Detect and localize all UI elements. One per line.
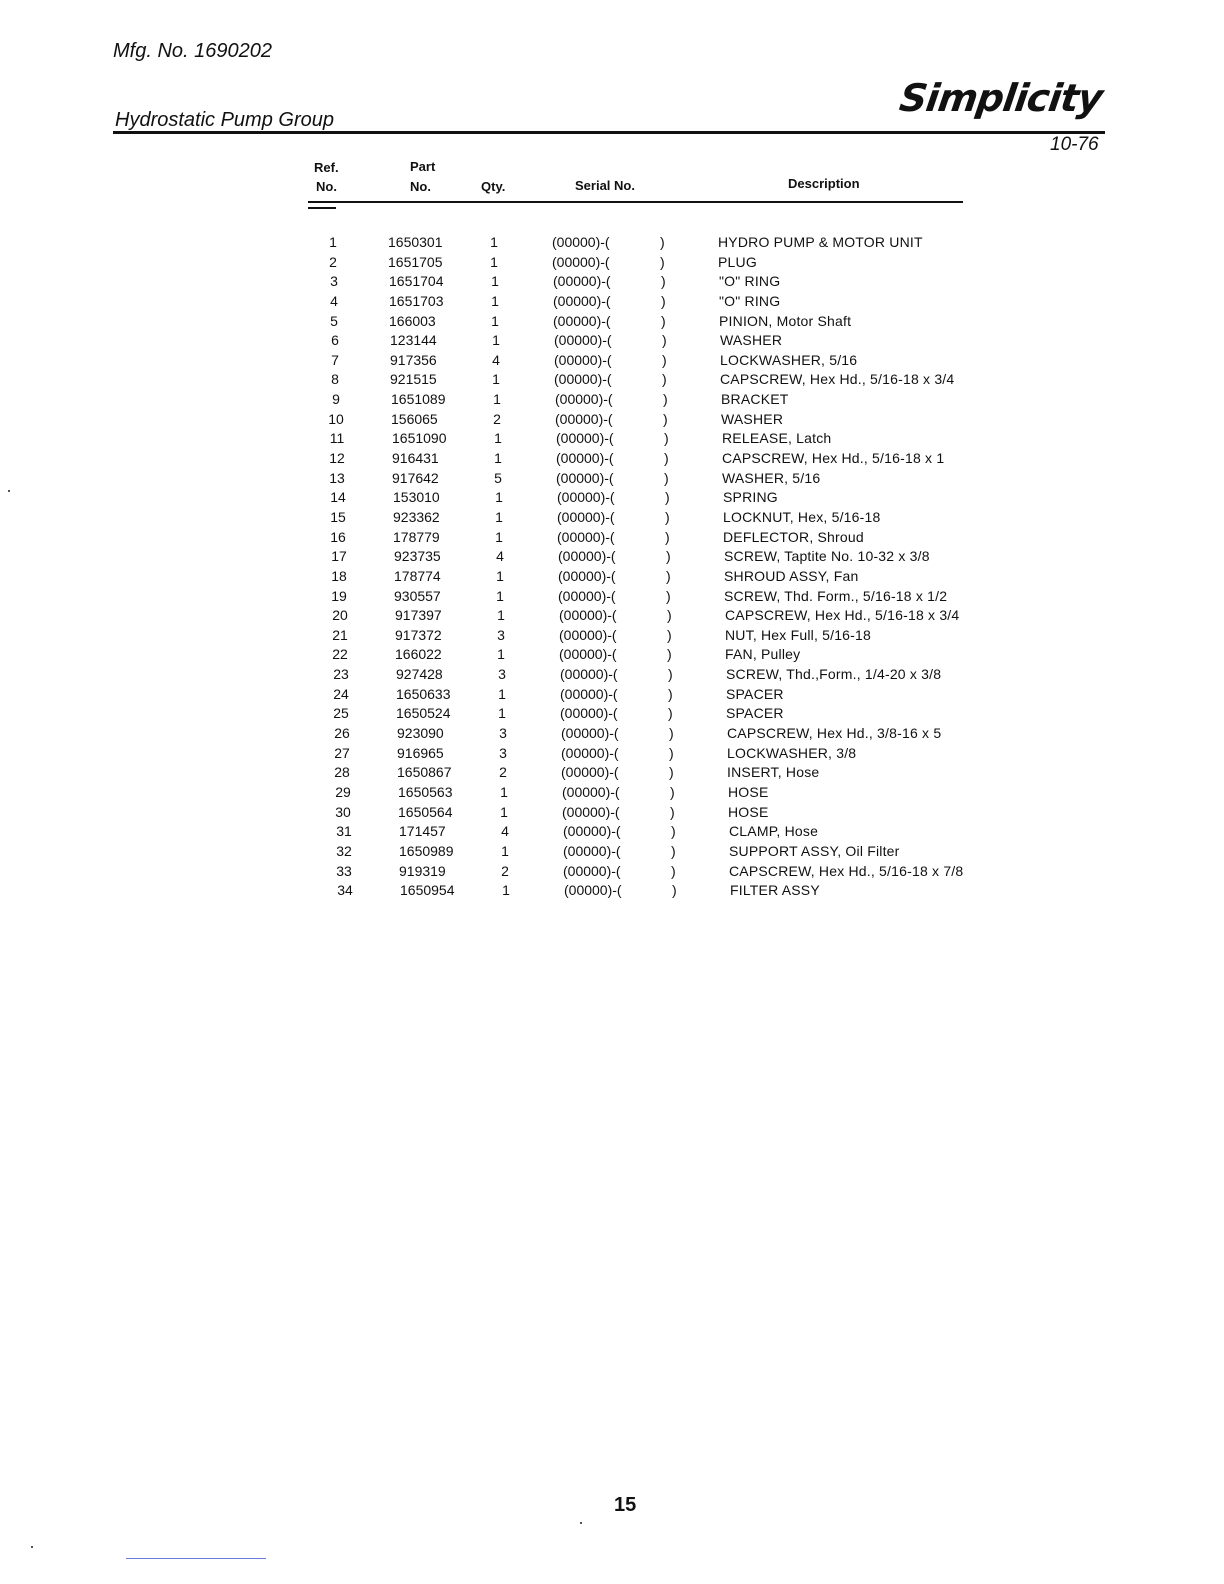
qty-cell: 4: [501, 823, 509, 840]
qty-cell: 1: [491, 273, 499, 290]
table-row: [9, 744, 1224, 764]
serial-close-cell: ): [666, 548, 671, 565]
table-row: [9, 763, 1224, 783]
part-number-cell: 1651090: [392, 430, 447, 447]
description-cell: SCREW, Thd. Form., 5/16-18 x 1/2: [724, 587, 948, 604]
ref-cell: 14: [330, 489, 346, 506]
ref-cell: 16: [330, 528, 346, 545]
ref-cell: 27: [334, 744, 350, 761]
ref-cell: 5: [330, 312, 338, 329]
serial-cell: (00000)-(: [558, 548, 616, 565]
ref-cell: 28: [334, 764, 350, 781]
ref-column-rule: [308, 207, 336, 209]
ref-cell: 2: [329, 253, 337, 270]
ref-cell: 17: [331, 548, 347, 565]
ref-cell: 6: [331, 332, 339, 349]
table-row: [11, 822, 1224, 842]
qty-cell: 2: [499, 764, 507, 781]
serial-close-cell: ): [660, 234, 665, 250]
serial-cell: (00000)-(: [552, 253, 610, 270]
col-header-part-line1: Part: [410, 159, 436, 174]
description-cell: PLUG: [718, 253, 757, 270]
table-row: [8, 665, 1224, 685]
serial-close-cell: ): [663, 391, 668, 408]
description-cell: SHROUD ASSY, Fan: [724, 567, 859, 584]
ref-cell: 18: [331, 567, 347, 584]
serial-close-cell: ): [662, 351, 667, 368]
qty-cell: 3: [499, 744, 507, 761]
table-row: [4, 469, 1224, 489]
table-row: [9, 724, 1224, 744]
manufacturer-number: Mfg. No. 1690202: [113, 40, 272, 62]
part-number-cell: 923362: [393, 508, 440, 525]
description-cell: SPACER: [726, 705, 784, 722]
description-cell: LOCKNUT, Hex, 5/16-18: [723, 508, 881, 525]
scan-speck: [31, 1546, 33, 1548]
ref-cell: 21: [332, 626, 348, 643]
serial-close-cell: ): [668, 685, 673, 702]
part-number-cell: 178774: [394, 567, 441, 584]
qty-cell: 3: [498, 666, 506, 683]
ref-cell: 29: [335, 783, 351, 800]
description-cell: HOSE: [728, 803, 769, 820]
description-cell: WASHER: [720, 332, 783, 349]
qty-cell: 1: [495, 489, 503, 506]
qty-cell: 1: [493, 391, 501, 408]
description-cell: HOSE: [728, 783, 769, 800]
ref-cell: 4: [330, 292, 338, 309]
serial-close-cell: ): [666, 587, 671, 604]
page-number: 15: [614, 1494, 637, 1516]
table-row: [1, 292, 1224, 312]
ref-cell: 25: [333, 705, 349, 722]
serial-close-cell: ): [671, 862, 676, 879]
part-number-cell: 923090: [397, 725, 444, 742]
serial-close-cell: ): [667, 646, 672, 663]
serial-cell: (00000)-(: [553, 312, 611, 329]
part-number-cell: 1650867: [397, 764, 452, 781]
serial-close-cell: ): [663, 410, 668, 427]
part-number-cell: 1651704: [389, 273, 444, 290]
part-number-cell: 1651705: [388, 253, 443, 270]
serial-cell: (00000)-(: [557, 508, 615, 525]
serial-cell: (00000)-(: [558, 567, 616, 584]
qty-cell: 1: [495, 508, 503, 525]
description-cell: WASHER, 5/16: [722, 469, 821, 486]
qty-cell: 1: [492, 332, 500, 349]
description-cell: CAPSCREW, Hex Hd., 5/16-18 x 7/8: [729, 862, 964, 879]
serial-close-cell: ): [661, 292, 666, 309]
part-number-cell: 1651703: [389, 292, 444, 309]
ref-cell: 30: [335, 803, 351, 820]
serial-cell: (00000)-(: [561, 764, 619, 781]
part-number-cell: 919319: [399, 862, 446, 879]
qty-cell: 1: [501, 842, 509, 859]
part-number-cell: 1650524: [396, 705, 451, 722]
serial-close-cell: ): [664, 450, 669, 467]
qty-cell: 4: [492, 351, 500, 368]
group-title: Hydrostatic Pump Group: [115, 109, 334, 131]
serial-cell: (00000)-(: [559, 626, 617, 643]
table-row: [6, 567, 1224, 587]
table-row: [0, 233, 1224, 253]
serial-cell: (00000)-(: [554, 332, 612, 349]
serial-cell: (00000)-(: [556, 469, 614, 486]
part-number-cell: 171457: [399, 823, 446, 840]
description-cell: SPRING: [723, 489, 778, 506]
qty-cell: 4: [496, 548, 504, 565]
table-row: [7, 606, 1224, 626]
part-number-cell: 917372: [395, 626, 442, 643]
serial-close-cell: ): [661, 312, 666, 329]
description-cell: INSERT, Hose: [727, 764, 820, 781]
serial-cell: (00000)-(: [553, 292, 611, 309]
serial-cell: (00000)-(: [553, 273, 611, 290]
table-row: [6, 547, 1224, 567]
qty-cell: 1: [494, 450, 502, 467]
serial-cell: (00000)-(: [560, 685, 618, 702]
description-cell: LOCKWASHER, 3/8: [727, 744, 857, 761]
qty-cell: 1: [490, 253, 498, 270]
description-cell: CAPSCREW, Hex Hd., 5/16-18 x 1: [722, 450, 945, 467]
part-number-cell: 917642: [392, 469, 439, 486]
table-row: [3, 410, 1224, 430]
footer-link-line: [126, 1558, 266, 1559]
serial-close-cell: ): [670, 803, 675, 820]
serial-cell: (00000)-(: [563, 862, 621, 879]
ref-cell: 24: [333, 685, 349, 702]
table-row: [1, 312, 1224, 332]
table-row: [7, 626, 1224, 646]
serial-close-cell: ): [668, 705, 673, 722]
qty-cell: 1: [490, 234, 498, 250]
serial-close-cell: ): [667, 626, 672, 643]
part-number-cell: 1650954: [400, 882, 455, 899]
serial-cell: (00000)-(: [560, 666, 618, 683]
serial-cell: (00000)-(: [562, 783, 620, 800]
description-cell: RELEASE, Latch: [722, 430, 832, 447]
ref-cell: 15: [330, 508, 346, 525]
part-number-cell: 1650989: [399, 842, 454, 859]
part-number-cell: 1651089: [391, 391, 446, 408]
description-cell: BRACKET: [721, 391, 789, 408]
description-cell: CAPSCREW, Hex Hd., 5/16-18 x 3/4: [725, 607, 960, 624]
header-rule: [113, 131, 1105, 134]
col-header-part-line2: No.: [410, 179, 431, 194]
table-row: [6, 587, 1224, 607]
col-header-serial: Serial No.: [575, 178, 635, 193]
table-row: [5, 508, 1224, 528]
part-number-cell: 927428: [396, 666, 443, 683]
part-number-cell: 921515: [390, 371, 437, 388]
ref-cell: 8: [331, 371, 339, 388]
description-cell: "O" RING: [719, 273, 781, 290]
scan-speck: [580, 1522, 582, 1524]
description-cell: SUPPORT ASSY, Oil Filter: [729, 842, 900, 859]
ref-cell: 7: [331, 351, 339, 368]
serial-close-cell: ): [671, 823, 676, 840]
serial-cell: (00000)-(: [558, 587, 616, 604]
table-row: [4, 449, 1224, 469]
serial-cell: (00000)-(: [563, 842, 621, 859]
table-row: [5, 528, 1224, 548]
ref-cell: 20: [332, 607, 348, 624]
table-row: [2, 351, 1224, 371]
description-cell: WASHER: [721, 410, 784, 427]
table-row: [1, 272, 1224, 292]
serial-close-cell: ): [665, 528, 670, 545]
description-cell: "O" RING: [719, 292, 781, 309]
part-number-cell: 123144: [390, 332, 437, 349]
ref-cell: 13: [329, 469, 345, 486]
ref-cell: 26: [334, 725, 350, 742]
description-cell: SPACER: [726, 685, 784, 702]
part-number-cell: 1650564: [398, 803, 453, 820]
description-cell: HYDRO PUMP & MOTOR UNIT: [718, 234, 923, 250]
serial-close-cell: ): [665, 489, 670, 506]
serial-cell: (00000)-(: [554, 351, 612, 368]
serial-cell: (00000)-(: [559, 646, 617, 663]
serial-cell: (00000)-(: [564, 882, 622, 899]
brand-logo: Simplicity: [896, 76, 1105, 120]
description-cell: SCREW, Thd.,Form., 1/4-20 x 3/8: [726, 666, 942, 683]
table-row: [7, 645, 1224, 665]
ref-cell: 1: [329, 234, 337, 250]
qty-cell: 1: [491, 312, 499, 329]
ref-cell: 10: [328, 410, 344, 427]
part-number-cell: 916431: [392, 450, 439, 467]
serial-cell: (00000)-(: [556, 450, 614, 467]
serial-cell: (00000)-(: [555, 410, 613, 427]
table-row: [12, 881, 1224, 901]
qty-cell: 3: [499, 725, 507, 742]
description-cell: PINION, Motor Shaft: [719, 312, 852, 329]
serial-cell: (00000)-(: [562, 803, 620, 820]
part-number-cell: 917356: [390, 351, 437, 368]
table-row: [11, 842, 1224, 862]
col-header-description: Description: [788, 176, 860, 191]
qty-cell: 2: [493, 410, 501, 427]
ref-cell: 33: [336, 862, 352, 879]
col-header-qty: Qty.: [481, 179, 506, 194]
table-row: [11, 862, 1224, 882]
table-row: [10, 803, 1224, 823]
col-header-ref-line2: No.: [316, 179, 337, 194]
ref-cell: 23: [333, 666, 349, 683]
table-row: [2, 370, 1224, 390]
description-cell: CAPSCREW, Hex Hd., 5/16-18 x 3/4: [720, 371, 955, 388]
description-cell: FAN, Pulley: [725, 646, 801, 663]
qty-cell: 2: [501, 862, 509, 879]
part-number-cell: 923735: [394, 548, 441, 565]
table-row: [0, 253, 1224, 273]
serial-cell: (00000)-(: [561, 725, 619, 742]
qty-cell: 3: [497, 626, 505, 643]
qty-cell: 5: [494, 469, 502, 486]
part-number-cell: 1650563: [398, 783, 453, 800]
serial-close-cell: ): [671, 842, 676, 859]
serial-close-cell: ): [662, 371, 667, 388]
serial-close-cell: ): [665, 508, 670, 525]
table-row: [8, 685, 1224, 705]
serial-close-cell: ): [669, 725, 674, 742]
serial-cell: (00000)-(: [552, 234, 610, 250]
part-number-cell: 166003: [389, 312, 436, 329]
table-row: [8, 704, 1224, 724]
qty-cell: 1: [500, 783, 508, 800]
serial-cell: (00000)-(: [559, 607, 617, 624]
ref-cell: 34: [337, 882, 353, 899]
qty-cell: 1: [492, 371, 500, 388]
qty-cell: 1: [502, 882, 510, 899]
ref-cell: 19: [331, 587, 347, 604]
description-cell: NUT, Hex Full, 5/16-18: [725, 626, 872, 643]
scan-speck: [8, 490, 10, 492]
serial-cell: (00000)-(: [563, 823, 621, 840]
qty-cell: 1: [491, 292, 499, 309]
qty-cell: 1: [497, 646, 505, 663]
part-number-cell: 156065: [391, 410, 438, 427]
qty-cell: 1: [496, 567, 504, 584]
description-cell: FILTER ASSY: [730, 882, 820, 899]
serial-cell: (00000)-(: [560, 705, 618, 722]
part-number-cell: 930557: [394, 587, 441, 604]
description-cell: SCREW, Taptite No. 10-32 x 3/8: [724, 548, 930, 565]
serial-close-cell: ): [664, 469, 669, 486]
serial-close-cell: ): [660, 253, 665, 270]
table-row: [3, 390, 1224, 410]
qty-cell: 1: [496, 587, 504, 604]
serial-cell: (00000)-(: [556, 430, 614, 447]
part-number-cell: 917397: [395, 607, 442, 624]
qty-cell: 1: [494, 430, 502, 447]
qty-cell: 1: [498, 705, 506, 722]
serial-close-cell: ): [667, 607, 672, 624]
table-row: [10, 783, 1224, 803]
part-number-cell: 916965: [397, 744, 444, 761]
col-header-ref-line1: Ref.: [314, 160, 339, 175]
serial-close-cell: ): [669, 744, 674, 761]
qty-cell: 1: [497, 607, 505, 624]
part-number-cell: 1650301: [388, 234, 443, 250]
description-cell: CLAMP, Hose: [729, 823, 819, 840]
serial-close-cell: ): [662, 332, 667, 349]
ref-cell: 32: [336, 842, 352, 859]
serial-close-cell: ): [668, 666, 673, 683]
ref-cell: 11: [329, 430, 345, 447]
part-number-cell: 166022: [395, 646, 442, 663]
ref-cell: 12: [329, 450, 345, 467]
serial-close-cell: ): [666, 567, 671, 584]
serial-cell: (00000)-(: [557, 489, 615, 506]
ref-cell: 3: [330, 273, 338, 290]
description-cell: CAPSCREW, Hex Hd., 3/8-16 x 5: [727, 725, 942, 742]
qty-cell: 1: [498, 685, 506, 702]
part-number-cell: 1650633: [396, 685, 451, 702]
serial-close-cell: ): [670, 783, 675, 800]
ref-cell: 31: [336, 823, 352, 840]
serial-cell: (00000)-(: [557, 528, 615, 545]
serial-cell: (00000)-(: [554, 371, 612, 388]
serial-close-cell: ): [664, 430, 669, 447]
table-row: [2, 331, 1224, 351]
table-row: [5, 488, 1224, 508]
description-cell: LOCKWASHER, 5/16: [720, 351, 858, 368]
parts-table: [0, 233, 1224, 901]
revision-date: 10-76: [1050, 134, 1099, 155]
ref-cell: 22: [332, 646, 348, 663]
serial-cell: (00000)-(: [555, 391, 613, 408]
serial-cell: (00000)-(: [561, 744, 619, 761]
serial-close-cell: ): [661, 273, 666, 290]
table-header-rule: [308, 201, 963, 203]
serial-close-cell: ): [672, 882, 677, 899]
qty-cell: 1: [495, 528, 503, 545]
part-number-cell: 153010: [393, 489, 440, 506]
qty-cell: 1: [500, 803, 508, 820]
serial-close-cell: ): [669, 764, 674, 781]
description-cell: DEFLECTOR, Shroud: [723, 528, 864, 545]
table-row: [4, 429, 1224, 449]
part-number-cell: 178779: [393, 528, 440, 545]
ref-cell: 9: [332, 391, 340, 408]
